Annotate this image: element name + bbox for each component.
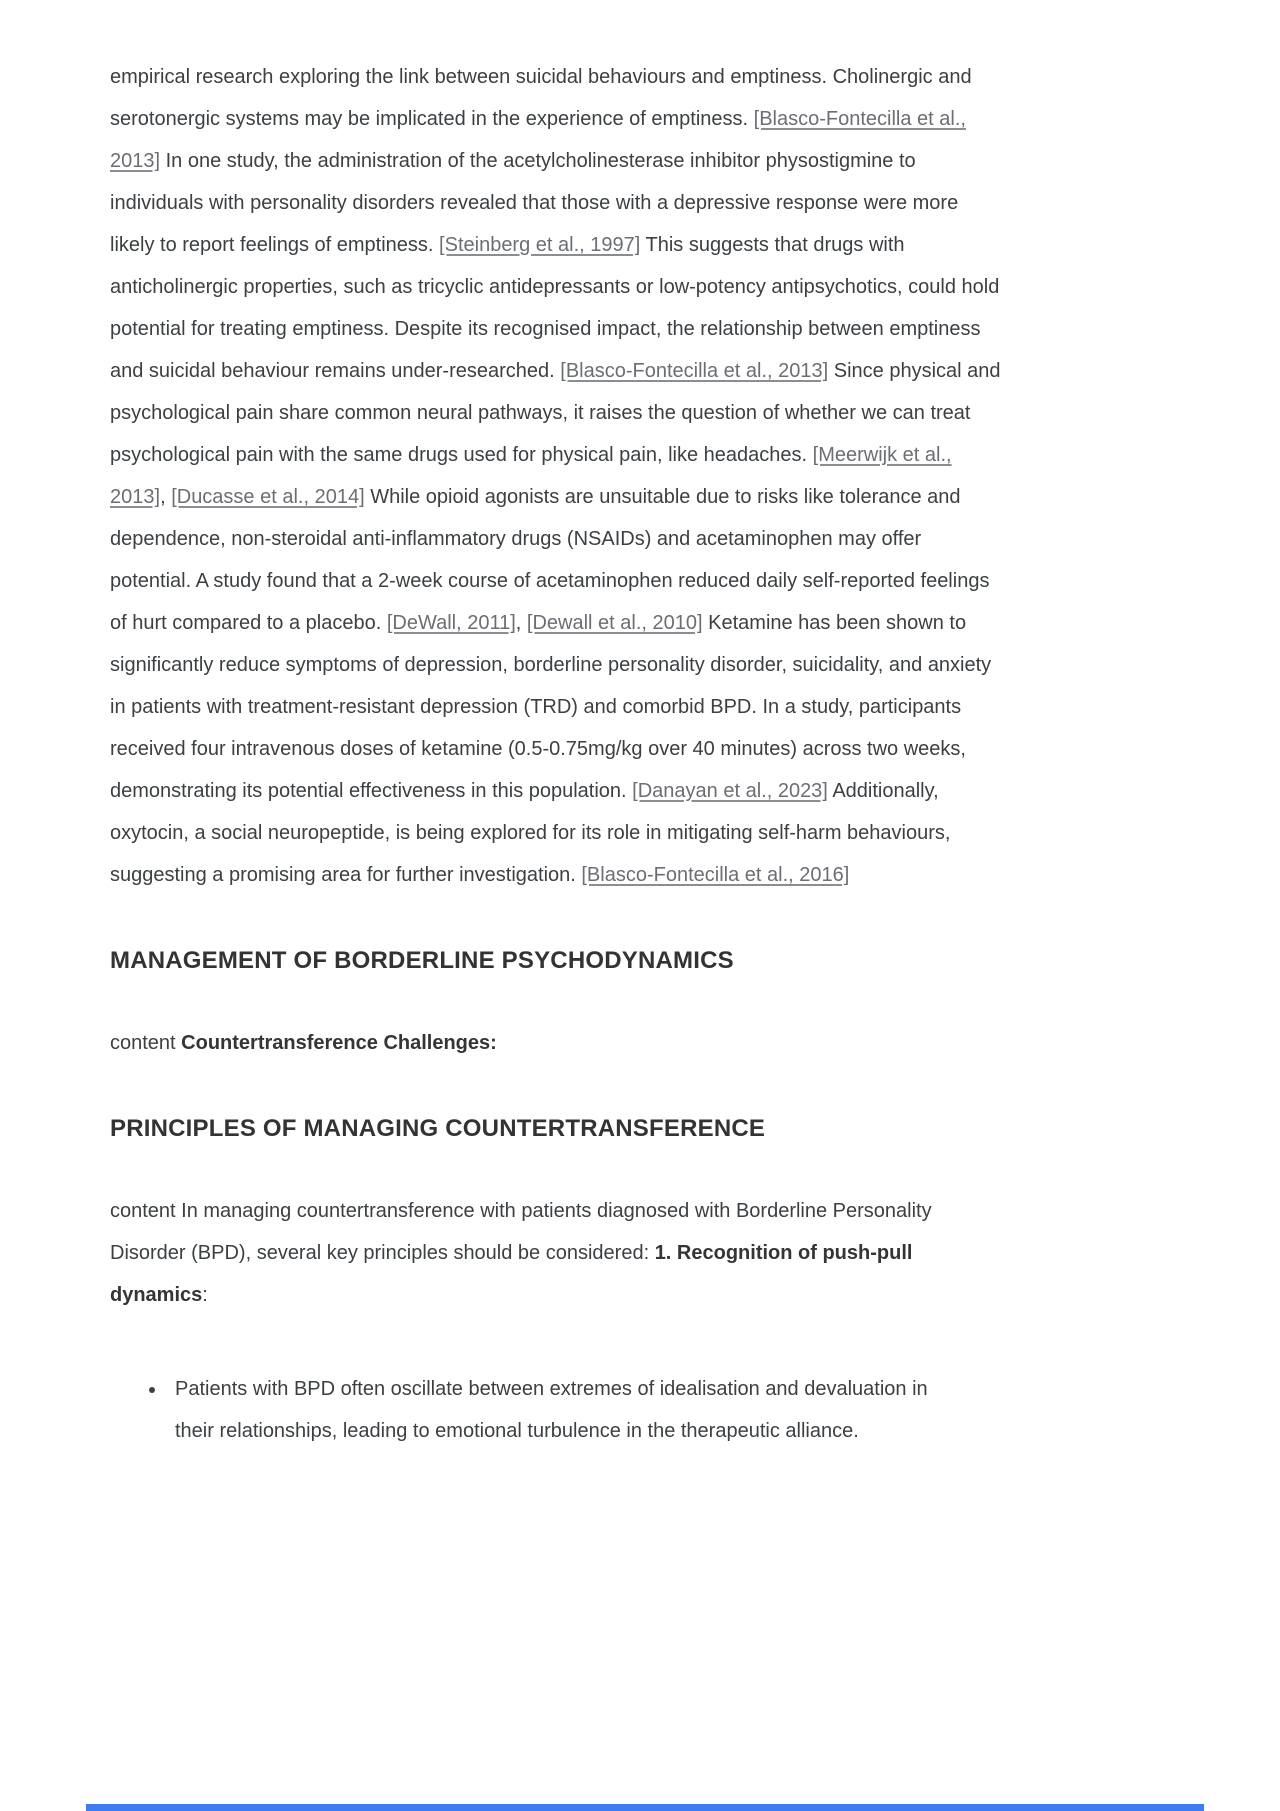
text-run: Since physical and psychological pain share common neural pathways, it raises the question of whether we can treat psychological pain with the same drugs used for physical pain, like headaches.	[110, 360, 1001, 466]
text-run: content	[110, 1032, 182, 1054]
paragraph-principles-intro	[110, 1190, 1003, 1316]
citation-link[interactable]: [Danayan et al., 2023]	[632, 780, 828, 802]
text-run: content In managing countertransference with patients diagnosed with Borderline Personality Disorder (BPD), several key principles should be considered:	[110, 1200, 932, 1264]
text-run: While opioid agonists are unsuitable due to risks like tolerance and dependence, non-steroidal anti-inflammatory drugs (NSAIDs) and acetaminophen may offer potential. A study found that a 2-week course of acetaminophen reduced daily self-reported feelings of hurt compared to a placebo.	[110, 486, 990, 634]
text-run: empirical research exploring the link between suicidal behaviours and emptiness. Cholinergic and serotonergic systems may be implicated in the experience of emptiness.	[110, 66, 972, 130]
bullet-list	[110, 1368, 1003, 1452]
text-run: ,	[515, 612, 527, 634]
heading-management-of-borderline-psychodynamics: MANAGEMENT OF BORDERLINE PSYCHODYNAMICS	[110, 947, 734, 974]
citation-link[interactable]: [Steinberg et al., 1997]	[439, 234, 641, 256]
bottom-accent-bar	[86, 1804, 1204, 1811]
citation-link[interactable]: [Dewall et al., 2010]	[526, 612, 703, 634]
text-run: Ketamine has been shown to significantly reduce symptoms of depression, borderline personality disorder, suicidality, and anxiety in patients with treatment-resistant depression (TRD) and comorbid BPD. In a study, participants received four intravenous doses of ketamine (0.5-0.75mg/kg over 40 minutes) across two weeks, demonstrating its potential effectiveness in this population.	[110, 612, 992, 802]
text-run: In one study, the administration of the acetylcholinesterase inhibitor physostigmine to individuals with personality disorders revealed that those with a depressive response were more likely to report feelings of emptiness.	[110, 150, 959, 256]
paragraph-countertransference-challenges	[110, 1022, 1003, 1064]
citation-link[interactable]: [Blasco-Fontecilla et al., 2013]	[560, 360, 829, 382]
bold-text-run: 1. Recognition of push-pull dynamics	[110, 1242, 913, 1306]
paragraph-pharmacology	[110, 56, 1003, 896]
bold-text-run: Countertransference Challenges:	[181, 1032, 497, 1054]
text-run: Additionally, oxytocin, a social neuropeptide, is being explored for its role in mitigating self-harm behaviours, suggesting a promising area for further investigation.	[110, 780, 951, 886]
list-item: • Patients with BPD often oscillate between extremes of idealisation and devaluation in their relationships, leading to emotional turbulence in the therapeutic alliance.	[167, 1368, 967, 1452]
document-content	[110, 56, 1003, 1452]
citation-link[interactable]: [Meerwijk et al., 2013]	[110, 444, 952, 508]
citation-link[interactable]: [DeWall, 2011]	[386, 612, 516, 634]
citation-link[interactable]: [Blasco-Fontecilla et al., 2013]	[110, 108, 966, 172]
text-run: :	[202, 1284, 208, 1306]
text-run: ,	[160, 486, 172, 508]
text-run: This suggests that drugs with anticholinergic properties, such as tricyclic antidepressants or low-potency antipsychotics, could hold potential for treating emptiness. Despite its recognised impact, the relationship between emptiness and suicidal behaviour remains under-researched.	[110, 234, 1000, 382]
citation-link[interactable]: [Ducasse et al., 2014]	[171, 486, 365, 508]
heading-principles-of-managing-countertransference: PRINCIPLES OF MANAGING COUNTERTRANSFERENCE	[110, 1115, 766, 1142]
citation-link[interactable]: [Blasco-Fontecilla et al., 2016]	[581, 864, 850, 886]
